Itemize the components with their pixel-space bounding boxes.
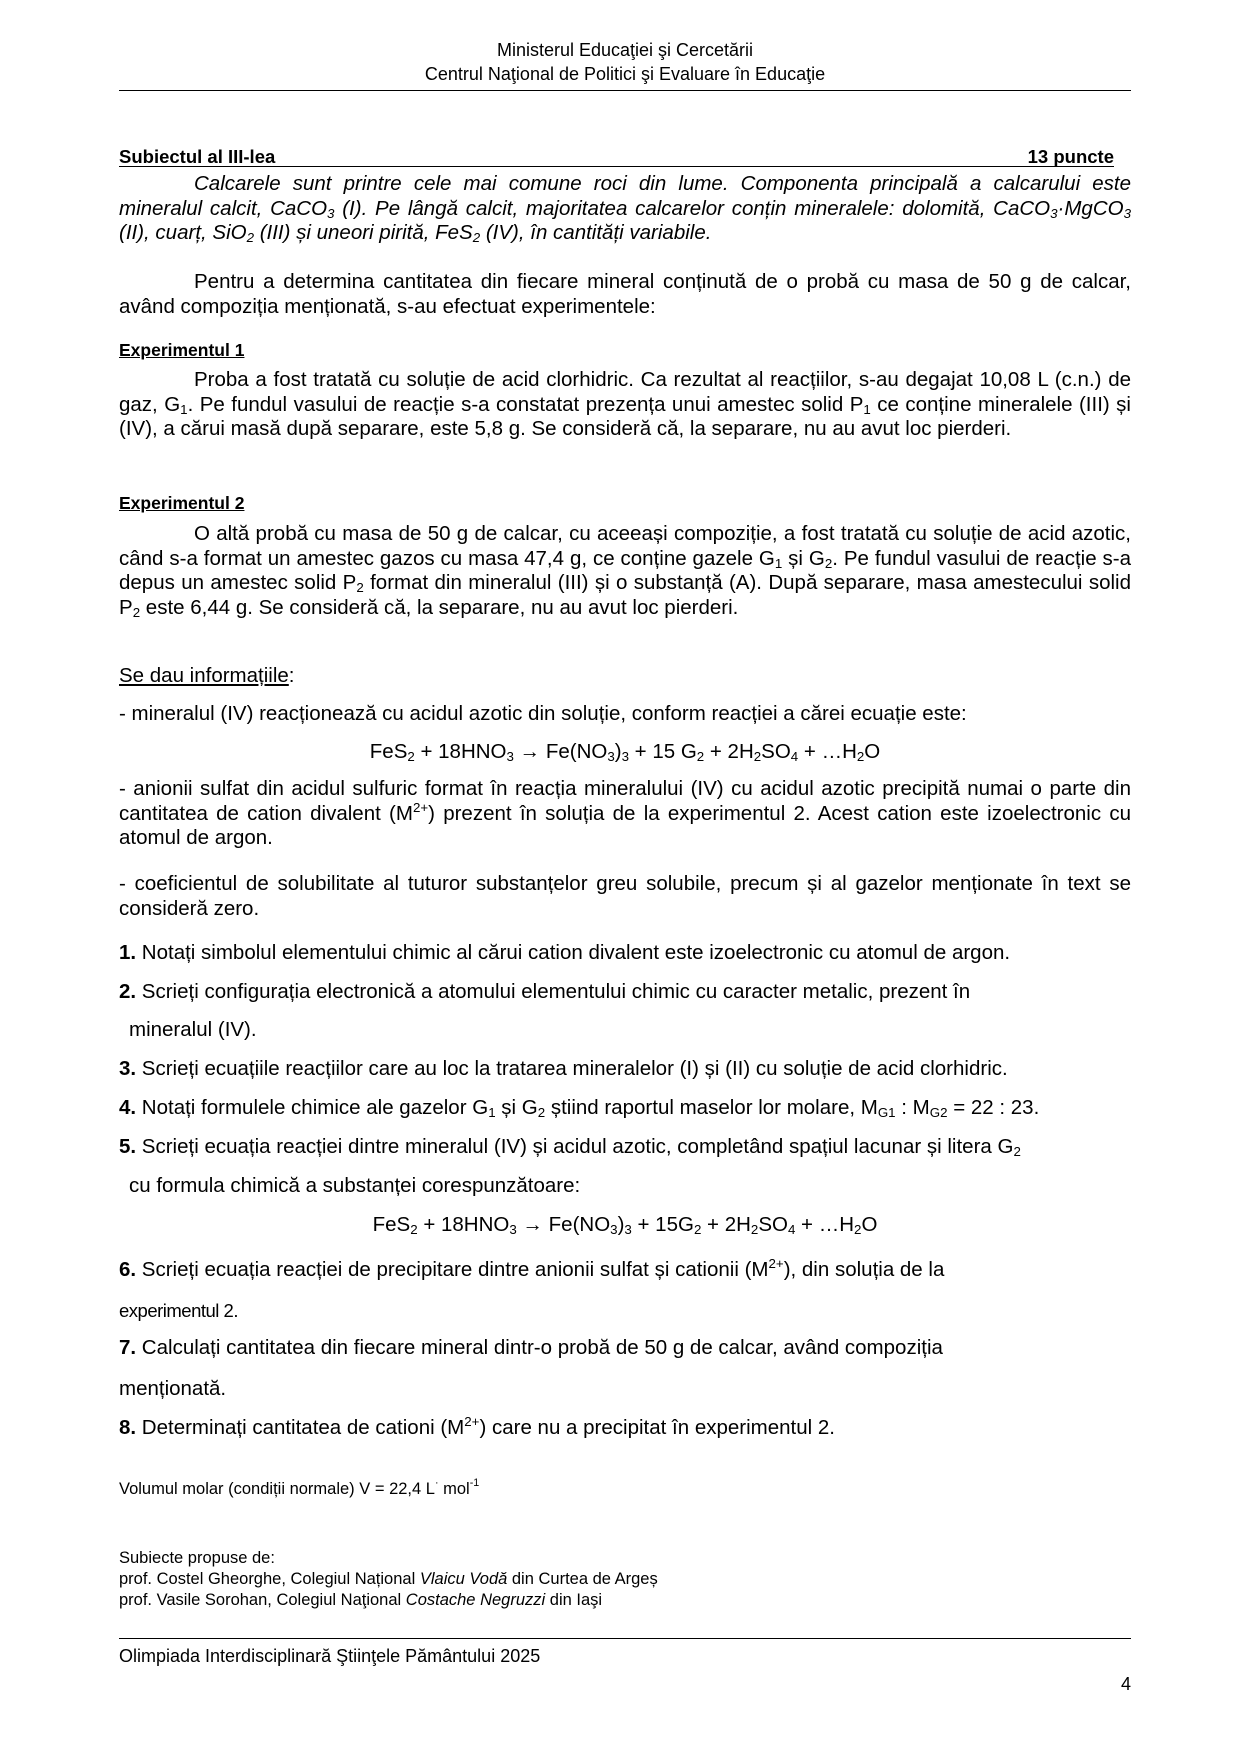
intro-text: (I). Pe lângă calcit, majoritatea calcarelor conțin mineralele: dolomită, CaCO xyxy=(342,196,1051,220)
question-5-cont: cu formula chimică a substanței corespunzătoare: xyxy=(129,1174,581,1197)
section-title: Subiectul al III-lea xyxy=(119,146,276,167)
eq-sub: 2 xyxy=(750,1222,759,1237)
experiment2-text: O altă probă cu masa de 50 g de calcar, cu aceeași compoziție, a fost tratată cu soluție de acid azotic, când s-a format un amestec gazos cu masa 47,4 g, ce conține gazele $G_1$ și $G_2$. Pe fundul vasului de reacție s-a depus un amestec solid $P_2$ format din mineralul (III) și o substanță (A). După separare, masa amestecului solid $P_2$ este 6,44 g. Se consideră că, la separare, nu au avut loc pierderi. xyxy=(119,522,1132,620)
q-sup: 2+ xyxy=(768,1256,784,1271)
eq-term: + 2H xyxy=(701,1213,751,1236)
question-text: Calculați cantitatea din fiecare mineral dintr-o probă de 50 g de calcar, având compoziția xyxy=(136,1336,943,1359)
experiment1-text: Proba a fost tratată cu soluție de acid clorhidric. Ca rezultat al reacțiilor, s-au degajat 10,08 L (c.n.) de gaz, $G_1$. Pe fundul vasului de reacție s-a constatat prezența unui amestec solid $P_1$ ce conține mineralele (III) și (IV), a cărui masă după separare, este 5,8 g. Se consideră că, la separare, nu au avut loc pierderi. xyxy=(119,368,1131,440)
q-sub: 1 xyxy=(488,1105,496,1120)
eq-sub: 3 xyxy=(607,749,615,764)
author-school: Vlaicu Vodă xyxy=(419,1570,508,1588)
question-text: ), din soluția de la xyxy=(783,1258,945,1281)
exp2-text: și G xyxy=(782,546,825,570)
equation-1 xyxy=(119,740,1131,765)
question-number: 2. xyxy=(119,980,137,1003)
eq-term: FeS xyxy=(372,1213,411,1236)
eq-term: FeS xyxy=(369,740,408,763)
question-number: 1. xyxy=(119,941,137,964)
question-text: Notați simbolul elementului chimic al cărui cation divalent este izoelectronic cu atomul de argon. xyxy=(136,941,1011,964)
question-text: Determinați cantitatea de cationi (M xyxy=(136,1416,465,1439)
intro-text: (II), cuarț, SiO xyxy=(119,221,247,244)
exp2-text: format din mineralul (III) și o substanță (A). După separare, masa amestecului solid P xyxy=(119,571,1131,619)
experiment2-title: Experimentul 2 xyxy=(119,493,245,513)
question-text: Notați formulele chimice ale gazelor G xyxy=(136,1096,489,1119)
note-sup: -1 xyxy=(469,1477,480,1489)
note-text: Volumul molar (condiții normale) V = 22,4 L xyxy=(119,1480,435,1498)
question-6 xyxy=(119,1258,1131,1283)
info-bullet-3: - coeficientul de solubilitate al tuturor substanțelor greu solubile, precum și al gazelor menționate în text se consideră zero. xyxy=(119,872,1131,920)
question-text: Scrieți configurația electronică a atomului elementului chimic cu caracter metalic, prezent în xyxy=(136,980,971,1003)
question-text: Scrieți ecuația reacției de precipitare dintre anionii sulfat și cationii (M xyxy=(136,1258,769,1281)
question-number: 7. xyxy=(119,1336,137,1359)
question-number: 3. xyxy=(119,1057,137,1080)
eq-term: → Fe(NO xyxy=(516,1213,611,1236)
header-ministry: Ministerul Educaţiei şi Cercetării xyxy=(496,40,754,60)
eq-sub: 2 xyxy=(693,1222,702,1237)
eq-term: + …H xyxy=(795,1213,855,1236)
author-text: prof. Vasile Sorohan, Colegiul Naţional xyxy=(119,1591,406,1609)
eq-sub: 2 xyxy=(753,749,762,764)
info-title: Se dau informațiile xyxy=(119,664,289,687)
eq-sub: 2 xyxy=(854,1222,862,1237)
eq-sub: 2 xyxy=(856,749,865,764)
exp2-text: este 6,44 g. Se consideră că, la separare, nu au avut loc pierderi. xyxy=(140,595,739,619)
header-center: Centrul Naţional de Politici şi Evaluare în Educaţie xyxy=(424,64,826,84)
section-title-bar xyxy=(119,146,1114,167)
molar-volume-note xyxy=(119,1479,1131,1500)
intro-text: MgCO xyxy=(1064,196,1124,220)
question-text: știind raportul maselor lor molare, M xyxy=(545,1096,878,1119)
question-6-cont: experimentul 2. xyxy=(119,1300,238,1321)
eq-term: → Fe(NO xyxy=(513,740,608,763)
eq-term: O xyxy=(864,740,881,763)
eq-term: + 18HNO xyxy=(417,1213,510,1236)
method-paragraph: Pentru a determina cantitatea din fiecare mineral conținută de o probă cu masa de 50 g de calcar, având compoziția menționată, s-au efectuat experimentele: xyxy=(119,270,1131,318)
eq-sub: 4 xyxy=(790,749,799,764)
eq-term: + 18HNO xyxy=(414,740,507,763)
question-3 xyxy=(119,1057,1131,1082)
intro-paragraph: Calcarele sunt printre cele mai comune roci din lume. Componenta principală a calcarului este mineralul calcit, CaCO$_3$ (I). Pe lângă calcit, majoritatea calcarelor conțin mineralele: dolomită, CaCO$_3$·MgCO$_3$ (II), cuarț, SiO$_2$ (III) și uneori pirită, FeS$_2$ (IV), în cantități variabile. xyxy=(119,172,1131,245)
section-points: 13 puncte xyxy=(1027,146,1114,167)
eq-term: SO xyxy=(758,1213,788,1236)
author-text: din Iaşi xyxy=(545,1591,603,1609)
exp1-text: Proba a fost tratată cu soluție de acid clorhidric. Ca rezultat al reacțiilor, s-au degajat 10,08 L (c.n.) de gaz, G xyxy=(119,368,1131,416)
question-8 xyxy=(119,1416,1131,1441)
question-7 xyxy=(119,1336,1131,1361)
eq-sub: 3 xyxy=(509,1222,517,1237)
q-sub: G2 xyxy=(929,1105,948,1120)
question-text: ) care nu a precipitat în experimentul 2. xyxy=(479,1416,835,1439)
question-text: Scrieți ecuațiile reacțiilor care au loc la tratarea mineralelor (I) și (II) cu soluție de acid clorhidric. xyxy=(136,1057,1008,1080)
header-divider xyxy=(119,90,1131,91)
note-text: mol xyxy=(438,1480,470,1498)
info-text: ) prezent în soluția de la experimentul 2. Acest cation este izoelectronic cu atomul de argon. xyxy=(119,801,1131,849)
info-sup: 2+ xyxy=(412,799,429,815)
eq-term: + …H xyxy=(798,740,857,763)
eq-term: O xyxy=(861,1213,878,1236)
eq-sub: 3 xyxy=(624,1222,632,1237)
question-4 xyxy=(119,1096,1131,1121)
question-text: = 22 : 23. xyxy=(947,1096,1040,1119)
q-sup: 2+ xyxy=(464,1414,480,1429)
page-number: 4 xyxy=(1120,1674,1131,1694)
equation-2 xyxy=(119,1213,1131,1238)
info-colon: : xyxy=(288,664,295,687)
note-dot: · xyxy=(434,1477,439,1489)
intro-text: (III) și uneori pirită, FeS xyxy=(259,221,473,244)
question-2 xyxy=(119,980,1131,1005)
question-7-cont: menționată. xyxy=(119,1377,227,1400)
info-text: - anionii sulfat din acidul sulfuric format în reacția mineralului (IV) cu acidul azotic precipită numai o parte din cantitatea de cation divalent (M xyxy=(119,777,1131,825)
exp1-text: . Pe fundul vasului de reacție s-a constatat prezența unui amestec solid P xyxy=(187,392,864,416)
eq-sub: 2 xyxy=(410,1222,418,1237)
proposed-by: Subiecte propuse de: xyxy=(119,1549,275,1567)
q-sub: 2 xyxy=(537,1105,546,1120)
author-school: Costache Negruzzi xyxy=(405,1591,546,1609)
info-bullet-2 xyxy=(119,777,1131,851)
eq-sub: 3 xyxy=(621,749,629,764)
question-text: și G xyxy=(495,1096,538,1119)
eq-sub: 3 xyxy=(506,749,514,764)
eq-term: + 2H xyxy=(704,740,754,763)
info-bullet-1: - mineralul (IV) reacționează cu acidul azotic din soluție, conform reacției a cărei ecuație este: xyxy=(119,702,967,725)
q-sub: G1 xyxy=(877,1105,896,1120)
question-5 xyxy=(119,1135,1131,1160)
intro-text: Calcarele sunt printre cele mai comune roci din lume. Componenta principală a calcarului este mineralul calcit, CaCO xyxy=(119,172,1131,220)
intro-text: (IV), în cantități variabile. xyxy=(485,221,712,244)
eq-term: SO xyxy=(761,740,791,763)
author-text: din Curtea de Argeș xyxy=(507,1570,658,1588)
eq-sub: 4 xyxy=(787,1222,796,1237)
question-text: Scrieți ecuația reacției dintre mineralul (IV) și acidul azotic, completând spațiul lacunar și litera G xyxy=(136,1135,1014,1158)
author-2 xyxy=(119,1590,1131,1611)
question-number: 4. xyxy=(119,1096,137,1119)
eq-term: ) xyxy=(617,1213,625,1236)
question-number: 6. xyxy=(119,1258,137,1281)
question-1 xyxy=(119,941,1131,966)
eq-sub: 2 xyxy=(696,749,705,764)
question-number: 5. xyxy=(119,1135,137,1158)
question-number: 8. xyxy=(119,1416,137,1439)
footer-divider xyxy=(119,1638,1131,1639)
eq-term: + 15G xyxy=(631,1213,694,1236)
experiment1-title: Experimentul 1 xyxy=(119,340,245,360)
q-sub: 2 xyxy=(1013,1144,1021,1159)
footer-olympiad: Olimpiada Interdisciplinară Ştiinţele Pământului 2025 xyxy=(119,1646,541,1666)
eq-sub: 2 xyxy=(407,749,415,764)
question-text: : M xyxy=(895,1096,930,1119)
author-text: prof. Costel Gheorghe, Colegiul Național xyxy=(119,1570,420,1588)
eq-term: + 15 G xyxy=(628,740,697,763)
exp2-text: . Pe fundul vasului de reacție s-a depus un amestec solid P xyxy=(119,546,1132,594)
question-2-cont: mineralul (IV). xyxy=(129,1018,257,1041)
eq-sub: 3 xyxy=(610,1222,618,1237)
info-title-line xyxy=(119,664,1131,689)
author-1 xyxy=(119,1569,1131,1590)
eq-term: ) xyxy=(614,740,622,763)
exp1-text: ce conține mineralele (III) și (IV), a cărui masă după separare, este 5,8 g. Se consideră că, la separare, nu au avut loc pierderi. xyxy=(119,392,1131,440)
exp2-text: O altă probă cu masa de 50 g de calcar, cu aceeași compoziție, a fost tratată cu soluție de acid azotic, când s-a format un amestec gazos cu masa 47,4 g, ce conține gazele G xyxy=(119,522,1131,570)
